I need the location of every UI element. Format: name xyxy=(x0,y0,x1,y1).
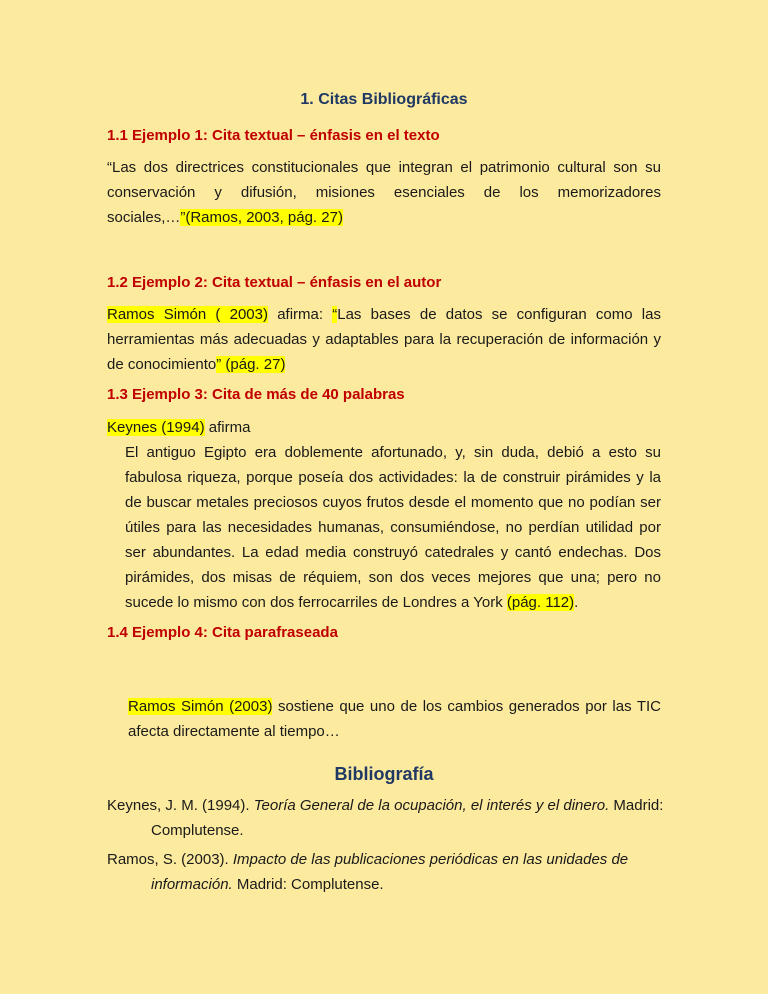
ex2-paragraph xyxy=(107,302,661,377)
ex3-page-citation: (pág. 112) xyxy=(506,594,575,611)
ref-author: Keynes, J. M. (1994). xyxy=(107,797,254,814)
ex4-paragraph xyxy=(128,694,661,744)
section-heading-ex1: 1.1 Ejemplo 1: Cita textual – énfasis en el texto xyxy=(107,127,440,144)
ex3-block-quote xyxy=(125,440,661,615)
bibliography-entry xyxy=(107,847,711,897)
ex3-end: . xyxy=(574,594,579,611)
ex1-citation: (Ramos, 2003, pág. 27) xyxy=(185,209,343,226)
bibliography-title: Bibliografía xyxy=(334,764,434,784)
ex3-verb: afirma xyxy=(204,419,251,436)
ref-work-title: Impacto de las publicaciones periódicas en las unidades de información. xyxy=(151,851,629,893)
ex1-quote-text: “Las dos directrices constitucionales que integran el patrimonio cultural son su conservación y difusión, misiones esenciales de los memorizadores sociales,… xyxy=(107,159,661,226)
ex4-author-citation: Ramos Simón (2003) xyxy=(128,698,273,715)
ref-publisher: Madrid: Complutense. xyxy=(151,797,664,839)
ex1-quote-paragraph xyxy=(107,155,661,230)
ref-work-title: Teoría General de la ocupación, el interés y el dinero. xyxy=(253,797,610,814)
ex3-intro xyxy=(107,415,661,440)
ex2-open-quote: “ xyxy=(332,306,338,323)
ex2-verb: afirma: xyxy=(268,306,333,323)
bibliography-entry xyxy=(107,793,711,843)
ex3-block-text: El antiguo Egipto era doblemente afortunado, y, sin duda, debió a esto su fabulosa riqueza, porque poseía dos actividades: la de construir pirámides y la de buscar metales preciosos cuyos frutos desde el momento que no podían ser útiles para las necesidades humanas, consumiéndose, no perdían utilidad por ser abundantes. La edad media construyó catedrales y cantó endechas. Dos pirámides, dos misas de réquiem, son dos veces mejores que una; pero no sucede lo mismo con dos ferrocarriles de Londres a York xyxy=(125,444,661,611)
section-heading-ex3: 1.3 Ejemplo 3: Cita de más de 40 palabras xyxy=(107,386,405,403)
ex3-author-citation: Keynes (1994) xyxy=(107,419,205,436)
ex1-quote-close: ” xyxy=(180,209,186,226)
page-title: 1. Citas Bibliográficas xyxy=(300,91,468,108)
ref-author: Ramos, S. (2003). xyxy=(107,851,233,868)
ex4-text: sostiene que uno de los cambios generados por las TIC afecta directamente al tiempo… xyxy=(128,698,661,740)
ex2-page-citation: ” (pág. 27) xyxy=(216,356,286,373)
ref-publisher: Madrid: Complutense. xyxy=(232,876,384,893)
ex2-quote-text: Las bases de datos se configuran como las herramientas más adecuadas y adaptables para la recuperación de información y de conocimiento xyxy=(107,306,661,373)
ex2-author-citation: Ramos Simón ( 2003) xyxy=(107,306,268,323)
section-heading-ex4: 1.4 Ejemplo 4: Cita parafraseada xyxy=(107,624,338,641)
section-heading-ex2: 1.2 Ejemplo 2: Cita textual – énfasis en el autor xyxy=(107,274,442,291)
